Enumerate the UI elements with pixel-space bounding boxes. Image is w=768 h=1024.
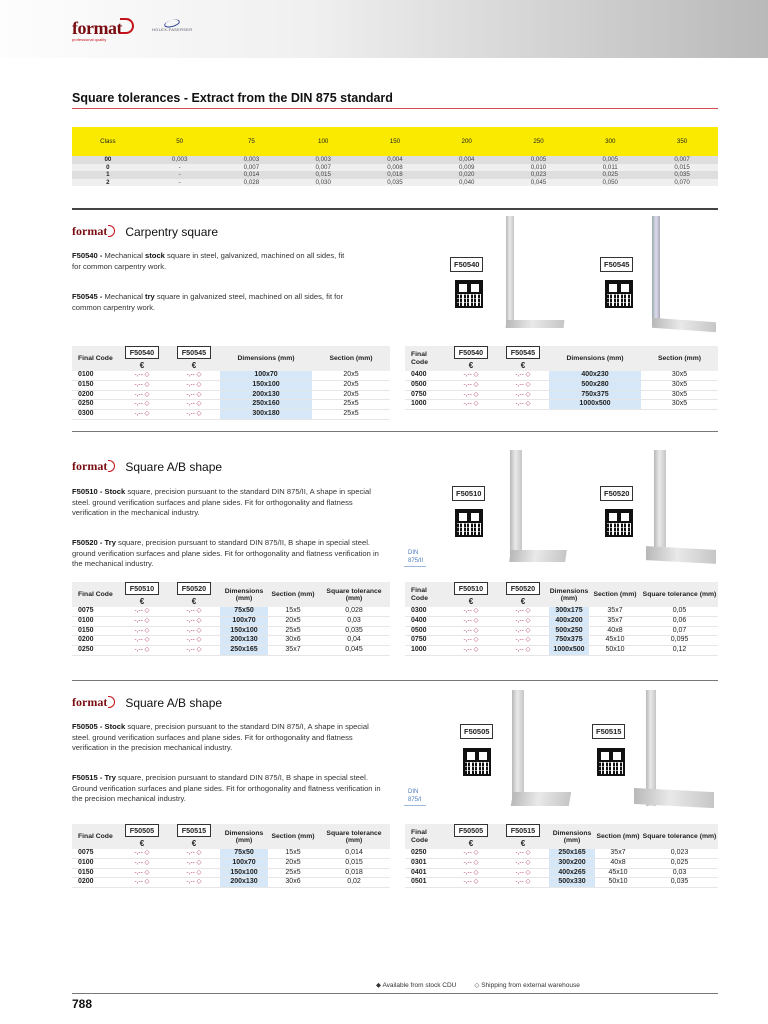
- tol-col-150: 150: [359, 127, 431, 156]
- divider: [72, 431, 718, 432]
- section: 45x10: [589, 636, 641, 646]
- tolerance-cell: 0,035: [646, 171, 718, 179]
- product-title: Square A/B shape: [125, 459, 223, 474]
- qr-code-icon[interactable]: [605, 280, 633, 308]
- tolerance-cell: 0,023: [503, 171, 575, 179]
- final-code: 0400: [405, 616, 445, 626]
- table-row: [72, 868, 390, 878]
- section: 25x5: [312, 410, 390, 420]
- section: 15x5: [268, 849, 318, 858]
- format-logo: format: [72, 18, 122, 38]
- tolerance-cell: 0,015: [646, 164, 718, 172]
- price-b[interactable]: -,-- ◇: [168, 410, 220, 420]
- table-row: [72, 616, 390, 626]
- section: 30x6: [268, 878, 318, 888]
- section: 35x7: [589, 616, 641, 626]
- tolerance-cell: 0,045: [503, 179, 575, 187]
- tolerance-cell: 0,025: [574, 171, 646, 179]
- tolerance-cell: 0,004: [359, 156, 431, 164]
- square-tolerance: 0,06: [641, 616, 718, 626]
- tolerance-cell: 0,009: [431, 164, 503, 172]
- code-label-f50520: F50520: [600, 486, 633, 501]
- dimensions: 150x100: [220, 380, 312, 390]
- tolerance-row: [72, 164, 718, 172]
- dimensions: 300x200: [549, 858, 595, 868]
- tolerance-cell: 0,004: [431, 156, 503, 164]
- product-title: Square A/B shape: [125, 695, 223, 710]
- table-row: [72, 849, 390, 858]
- table-row: [72, 646, 390, 656]
- final-code: 0250: [405, 849, 445, 858]
- final-code: 0750: [405, 636, 445, 646]
- dimensions: 750x375: [549, 636, 589, 646]
- square-tolerance: 0,03: [641, 868, 718, 878]
- dimensions: 300x180: [220, 410, 312, 420]
- qr-code-icon[interactable]: [455, 509, 483, 537]
- availability-legend: [376, 981, 580, 989]
- final-code: 0750: [405, 390, 445, 400]
- square-tolerance: 0,018: [318, 868, 390, 878]
- din-badge: DIN 875/II: [404, 547, 426, 567]
- square-tolerance: 0,04: [318, 636, 390, 646]
- tolerance-cell: 0,007: [216, 164, 288, 172]
- tolerance-cell: 0,070: [646, 179, 718, 187]
- table-row: [72, 371, 390, 380]
- price-a[interactable]: -,-- ◇: [445, 371, 497, 380]
- tolerance-cell: 0,007: [287, 164, 359, 172]
- tol-col-250: 250: [503, 127, 575, 156]
- price-b[interactable]: -,-- ◇: [497, 380, 549, 390]
- page-number: 788: [72, 997, 93, 1011]
- table-row: [405, 858, 718, 868]
- dimensions: 400x200: [549, 616, 589, 626]
- table-row: [72, 626, 390, 636]
- price-a[interactable]: -,-- ◇: [445, 646, 497, 656]
- dimensions: 200x130: [220, 390, 312, 400]
- tolerance-cell: 0,007: [646, 156, 718, 164]
- ab1-header: [72, 459, 222, 474]
- final-code: 0400: [405, 371, 445, 380]
- price-a[interactable]: -,-- ◇: [116, 858, 168, 868]
- table-row: [72, 380, 390, 390]
- square-tolerance: 0,035: [641, 878, 718, 888]
- table-row: [72, 878, 390, 888]
- brand-tagline: professional quality: [72, 37, 107, 42]
- tolerance-cell: 0,003: [216, 156, 288, 164]
- price-a[interactable]: -,-- ◇: [445, 616, 497, 626]
- section: 25x5: [268, 626, 318, 636]
- dimensions: 150x100: [220, 868, 268, 878]
- table-row: [72, 858, 390, 868]
- square-tolerance: 0,045: [318, 646, 390, 656]
- price-a[interactable]: -,-- ◇: [445, 626, 497, 636]
- table-row: [405, 380, 718, 390]
- table-row: [405, 616, 718, 626]
- section: 35x7: [595, 849, 641, 858]
- section: 20x5: [312, 371, 390, 380]
- tolerance-cell: 0,011: [574, 164, 646, 172]
- section: 30x5: [641, 371, 718, 380]
- partner-logo: HOLEX-FASERSER: [152, 20, 192, 32]
- header-logos: [72, 18, 192, 42]
- tolerance-row: [72, 156, 718, 164]
- dimensions: 500x250: [549, 626, 589, 636]
- price-b[interactable]: -,-- ◇: [497, 400, 549, 410]
- tolerance-cell: 0,003: [287, 156, 359, 164]
- square-tolerance: 0,02: [318, 878, 390, 888]
- table-row: [72, 636, 390, 646]
- tolerance-row: [72, 171, 718, 179]
- ab2-header: [72, 695, 222, 710]
- price-b[interactable]: -,-- ◇: [168, 858, 220, 868]
- desc-f50515: F50515 - Try square, precision pursuant to standard DIN 875/I, B shape in special steel. Ground verification surfaces and plane sides. Fit for orthogonality and flatness verification in the precision mechanical industry.: [72, 773, 381, 804]
- table-row: [405, 636, 718, 646]
- square-tolerance: 0,023: [641, 849, 718, 858]
- table-row: [405, 646, 718, 656]
- product-image-f50520: [646, 450, 718, 570]
- price-a[interactable]: -,-- ◇: [116, 646, 168, 656]
- square-tolerance: 0,014: [318, 849, 390, 858]
- dimensions: 150x100: [220, 626, 268, 636]
- section: 50x10: [595, 878, 641, 888]
- price-a[interactable]: -,-- ◇: [445, 858, 497, 868]
- tolerance-cell: 0,020: [431, 171, 503, 179]
- format-logo: format: [72, 224, 115, 239]
- desc-f50545: F50545 - Mechanical try square in galvanized steel, machined on all sides, fit for common carpentry work.: [72, 292, 344, 312]
- price-a[interactable]: -,-- ◇: [445, 400, 497, 410]
- price-b[interactable]: -,-- ◇: [497, 878, 549, 888]
- code-label-f50515: F50515: [592, 724, 625, 739]
- tolerance-cell: -: [144, 171, 216, 179]
- dimensions: 300x175: [549, 607, 589, 616]
- final-code: 0250: [72, 646, 116, 656]
- price-b[interactable]: -,-- ◇: [497, 607, 549, 616]
- dimensions: 500x330: [549, 878, 595, 888]
- final-code: 0150: [72, 626, 116, 636]
- tolerance-cell: 0,014: [216, 171, 288, 179]
- square-tolerance: 0,095: [641, 636, 718, 646]
- price-b[interactable]: -,-- ◇: [168, 400, 220, 410]
- din-badge: DIN 875/I: [404, 786, 426, 806]
- dimensions: 75x50: [220, 607, 268, 616]
- tolerance-cell: 0,050: [574, 179, 646, 187]
- title-rule: [72, 108, 718, 109]
- price-a[interactable]: -,-- ◇: [116, 616, 168, 626]
- dimensions: 1000x500: [549, 400, 641, 410]
- dimensions: 250x160: [220, 400, 312, 410]
- section: 20x5: [268, 858, 318, 868]
- format-logo: format: [72, 695, 115, 710]
- section: 30x5: [641, 400, 718, 410]
- table-row: [405, 400, 718, 410]
- table-row: [405, 868, 718, 878]
- desc-f50520: F50520 - Try square, precision pursuant to standard DIN 875/II, B shape in special steel. ground verification surfaces and plane sides. Fit for orthogonality and flatness verification in the mechanical industry.: [72, 538, 379, 569]
- tolerance-cell: 0,030: [287, 179, 359, 187]
- square-tolerance: 0,03: [318, 616, 390, 626]
- tol-col-75: 75: [216, 127, 288, 156]
- section: 40x8: [595, 858, 641, 868]
- price-b[interactable]: -,-- ◇: [497, 636, 549, 646]
- final-code: 0500: [405, 626, 445, 636]
- price-a[interactable]: -,-- ◇: [116, 878, 168, 888]
- price-b[interactable]: -,-- ◇: [168, 626, 220, 636]
- section: 45x10: [595, 868, 641, 878]
- square-tolerance: 0,028: [318, 607, 390, 616]
- price-a[interactable]: -,-- ◇: [445, 849, 497, 858]
- dimensions: 100x70: [220, 616, 268, 626]
- section: 20x5: [312, 390, 390, 400]
- tolerance-cell: 0,015: [287, 171, 359, 179]
- final-code: 1000: [405, 400, 445, 410]
- square-tolerance: 0,12: [641, 646, 718, 656]
- table-row: [405, 849, 718, 858]
- final-code: 1000: [405, 646, 445, 656]
- price-b[interactable]: -,-- ◇: [497, 371, 549, 380]
- dimensions: 1000x500: [549, 646, 589, 656]
- price-b[interactable]: -,-- ◇: [168, 878, 220, 888]
- tolerance-cell: 0,035: [359, 179, 431, 187]
- dimensions: 400x265: [549, 868, 595, 878]
- price-b[interactable]: -,-- ◇: [497, 646, 549, 656]
- legend-external: ◇ Shipping from external warehouse: [474, 982, 580, 989]
- table-row: [405, 607, 718, 616]
- section: 30x5: [641, 390, 718, 400]
- table-row: [72, 607, 390, 616]
- price-b[interactable]: -,-- ◇: [168, 616, 220, 626]
- price-b[interactable]: -,-- ◇: [168, 607, 220, 616]
- dimensions: 250x165: [549, 849, 595, 858]
- desc-f50540: F50540 - Mechanical stock square in steel, galvanized, machined on all sides, fit for common carpentry work.: [72, 251, 345, 271]
- section: 35x7: [589, 607, 641, 616]
- qr-code-icon[interactable]: [455, 280, 483, 308]
- final-code: 0200: [72, 878, 116, 888]
- price-b[interactable]: -,-- ◇: [497, 849, 549, 858]
- product-image-f50505: [506, 690, 576, 815]
- tol-col-200: 200: [431, 127, 503, 156]
- square-tolerance: 0,035: [318, 626, 390, 636]
- square-tolerance: 0,025: [641, 858, 718, 868]
- price-b[interactable]: -,-- ◇: [497, 390, 549, 400]
- final-code: 0100: [72, 371, 116, 380]
- tolerance-cell: 00: [72, 156, 144, 164]
- tolerance-cell: 0,028: [216, 179, 288, 187]
- price-a[interactable]: -,-- ◇: [445, 636, 497, 646]
- tolerance-cell: 2: [72, 179, 144, 187]
- price-b[interactable]: -,-- ◇: [168, 868, 220, 878]
- code-label-f50510: F50510: [452, 486, 485, 501]
- tol-col-100: 100: [287, 127, 359, 156]
- code-label-f50505: F50505: [460, 724, 493, 739]
- price-b[interactable]: -,-- ◇: [168, 390, 220, 400]
- footer-rule: [72, 993, 718, 994]
- price-b[interactable]: -,-- ◇: [168, 380, 220, 390]
- section: 50x10: [589, 646, 641, 656]
- tolerance-cell: 0,008: [359, 164, 431, 172]
- desc-f50510: F50510 - Stock square, precision pursuant to the standard DIN 875/II, A shape in special steel. ground verification surfaces and plane sides. Fit for orthogonality and flatness verification in the mechanical industry.: [72, 487, 371, 518]
- ab2-table-left: Final Code F50505 F50515 Dimensions (mm) Section (mm) Square tolerance (mm) € € 0075 -,-- ◇ -,-- ◇ 75x50 15x5 0,014 0100 -,-- ◇ -,-- ◇ 100x70 20x5 0,015 0150 -,-- ◇ -,-- ◇ 150x100 25x5 0,018 0200 -,-- ◇ -,-- ◇ 200x130 30x6 0,02: [72, 824, 390, 888]
- table-row: [72, 390, 390, 400]
- carpentry-header: [72, 224, 218, 239]
- product-image-f50545: [648, 216, 718, 336]
- price-a[interactable]: -,-- ◇: [116, 380, 168, 390]
- price-b[interactable]: -,-- ◇: [168, 646, 220, 656]
- price-b[interactable]: -,-- ◇: [497, 858, 549, 868]
- legend-stock: ◆ Available from stock CDU: [376, 982, 457, 989]
- section: 40x8: [589, 626, 641, 636]
- product-image-f50510: [500, 450, 570, 570]
- qr-code-icon[interactable]: [597, 748, 625, 776]
- tol-col-350: 350: [646, 127, 718, 156]
- price-a[interactable]: -,-- ◇: [445, 607, 497, 616]
- dimensions: 750x375: [549, 390, 641, 400]
- price-a[interactable]: -,-- ◇: [116, 400, 168, 410]
- price-a[interactable]: -,-- ◇: [116, 607, 168, 616]
- tolerance-cell: 0,018: [359, 171, 431, 179]
- table-row: [72, 400, 390, 410]
- price-a[interactable]: -,-- ◇: [116, 371, 168, 380]
- price-a[interactable]: -,-- ◇: [445, 868, 497, 878]
- final-code: 0300: [405, 607, 445, 616]
- final-code: 0100: [72, 616, 116, 626]
- dimensions: 100x70: [220, 858, 268, 868]
- section: 20x5: [312, 380, 390, 390]
- table-row: [405, 878, 718, 888]
- price-b[interactable]: -,-- ◇: [497, 626, 549, 636]
- price-a[interactable]: -,-- ◇: [116, 636, 168, 646]
- price-a[interactable]: -,-- ◇: [116, 390, 168, 400]
- final-code: 0150: [72, 380, 116, 390]
- section: 20x5: [268, 616, 318, 626]
- final-code: 0300: [72, 410, 116, 420]
- dimensions: 75x50: [220, 849, 268, 858]
- section: 30x5: [641, 380, 718, 390]
- ab1-table-left: Final Code F50510 F50520 Dimensions (mm) Section (mm) Square tolerance (mm) € € 0075 -,-- ◇ -,-- ◇ 75x50 15x5 0,028 0100 -,-- ◇ -,-- ◇ 100x70 20x5 0,03 0150 -,-- ◇ -,-- ◇ 150x100 25x5 0,035 0200 -,-- ◇ -,-- ◇ 200x130 30x6 0,04 0250 -,-- ◇ -,-- ◇ 250x165 35x7 0,045: [72, 582, 390, 656]
- format-logo: format: [72, 459, 115, 474]
- table-row: [405, 390, 718, 400]
- tol-col-50: 50: [144, 127, 216, 156]
- section: 30x6: [268, 636, 318, 646]
- final-code: 0150: [72, 868, 116, 878]
- final-code: 0401: [405, 868, 445, 878]
- col-final-code: Final Code: [78, 354, 113, 362]
- product-title: Carpentry square: [125, 224, 219, 239]
- final-code: 0200: [72, 390, 116, 400]
- divider: [72, 208, 718, 210]
- tolerance-cell: 0,040: [431, 179, 503, 187]
- final-code: 0500: [405, 380, 445, 390]
- divider: [72, 680, 718, 681]
- dimensions: 100x70: [220, 371, 312, 380]
- tol-col-class: Class: [72, 127, 144, 156]
- table-row: [72, 410, 390, 420]
- price-a[interactable]: -,-- ◇: [116, 868, 168, 878]
- carpentry-table-right: Final Code F50540 F50545 Dimensions (mm) Section (mm) € € 0400 -,-- ◇ -,-- ◇ 400x230 30x5 0500 -,-- ◇ -,-- ◇ 500x280 30x5 0750 -,-- ◇ -,-- ◇ 750x375 30x5 1000 -,-- ◇ -,-- ◇ 1000x500 30x5: [405, 346, 718, 410]
- square-tolerance: 0,015: [318, 858, 390, 868]
- dimensions: 500x280: [549, 380, 641, 390]
- price-a[interactable]: -,-- ◇: [445, 878, 497, 888]
- final-code: 0250: [72, 400, 116, 410]
- qr-code-icon[interactable]: [463, 748, 491, 776]
- tolerance-table: [72, 127, 718, 186]
- price-b[interactable]: -,-- ◇: [497, 868, 549, 878]
- section: 15x5: [268, 607, 318, 616]
- price-b[interactable]: -,-- ◇: [168, 371, 220, 380]
- final-code: 0501: [405, 878, 445, 888]
- price-a[interactable]: -,-- ◇: [116, 410, 168, 420]
- square-tolerance: 0,07: [641, 626, 718, 636]
- section: 25x5: [312, 400, 390, 410]
- final-code: 0301: [405, 858, 445, 868]
- code-label-f50545: F50545: [600, 257, 633, 272]
- tolerance-cell: 1: [72, 171, 144, 179]
- qr-code-icon[interactable]: [605, 509, 633, 537]
- dimensions: 400x230: [549, 371, 641, 380]
- price-a[interactable]: -,-- ◇: [445, 380, 497, 390]
- product-image-f50515: [634, 690, 718, 815]
- price-b[interactable]: -,-- ◇: [168, 636, 220, 646]
- tolerance-cell: 0,005: [503, 156, 575, 164]
- ab2-table-right: Final Code F50505 F50515 Dimensions (mm) Section (mm) Square tolerance (mm) € € 0250 -,-- ◇ -,-- ◇ 250x165 35x7 0,023 0301 -,-- ◇ -,-- ◇ 300x200 40x8 0,025 0401 -,-- ◇ -,-- ◇ 400x265 45x10 0,03 0501 -,-- ◇ -,-- ◇ 500x330 50x10 0,035: [405, 824, 718, 888]
- tolerance-cell: 0,005: [574, 156, 646, 164]
- carpentry-table-left: Final Code F50540 F50545 Dimensions (mm) Section (mm) € € 0100 -,-- ◇ -,-- ◇ 100x70 20x5 0150 -,-- ◇ -,-- ◇ 150x100 20x5 0200 -,-- ◇ -,-- ◇ 200x130 20x5 0250 -,-- ◇ -,-- ◇ 250x160 25x5 0300 -,-- ◇ -,-- ◇ 300x180 25x5: [72, 346, 390, 420]
- table-row: [405, 371, 718, 380]
- final-code: 0075: [72, 607, 116, 616]
- desc-f50505: F50505 - Stock square, precision pursuant to the standard DIN 875/I, A shape in special steel. ground verification surfaces and plane sides. Fit for orthogonality and flatness verification in the precision mechanical industry.: [72, 722, 369, 753]
- tolerance-title: Square tolerances - Extract from the DIN 875 standard: [72, 91, 393, 105]
- code-label-f50540: F50540: [450, 257, 483, 272]
- section: 35x7: [268, 646, 318, 656]
- final-code: 0200: [72, 636, 116, 646]
- tolerance-cell: -: [144, 179, 216, 187]
- square-tolerance: 0,05: [641, 607, 718, 616]
- dimensions: 250x165: [220, 646, 268, 656]
- table-row: [405, 626, 718, 636]
- tol-col-300: 300: [574, 127, 646, 156]
- dimensions: 200x130: [220, 636, 268, 646]
- tolerance-cell: 0,010: [503, 164, 575, 172]
- section: 25x5: [268, 868, 318, 878]
- ab1-table-right: Final Code F50510 F50520 Dimensions (mm) Section (mm) Square tolerance (mm) € € 0300 -,-- ◇ -,-- ◇ 300x175 35x7 0,05 0400 -,-- ◇ -,-- ◇ 400x200 35x7 0,06 0500 -,-- ◇ -,-- ◇ 500x250 40x8 0,07 0750 -,-- ◇ -,-- ◇ 750x375 45x10 0,095 1000 -,-- ◇ -,-- ◇ 1000x500 50x10 0,12: [405, 582, 718, 656]
- price-b[interactable]: -,-- ◇: [168, 849, 220, 858]
- tolerance-row: [72, 179, 718, 187]
- price-a[interactable]: -,-- ◇: [445, 390, 497, 400]
- tolerance-cell: 0,003: [144, 156, 216, 164]
- dimensions: 200x130: [220, 878, 268, 888]
- product-image-f50540: [498, 216, 568, 336]
- tolerance-cell: -: [144, 164, 216, 172]
- final-code: 0100: [72, 858, 116, 868]
- price-b[interactable]: -,-- ◇: [497, 616, 549, 626]
- price-a[interactable]: -,-- ◇: [116, 849, 168, 858]
- tolerance-cell: 0: [72, 164, 144, 172]
- final-code: 0075: [72, 849, 116, 858]
- price-a[interactable]: -,-- ◇: [116, 626, 168, 636]
